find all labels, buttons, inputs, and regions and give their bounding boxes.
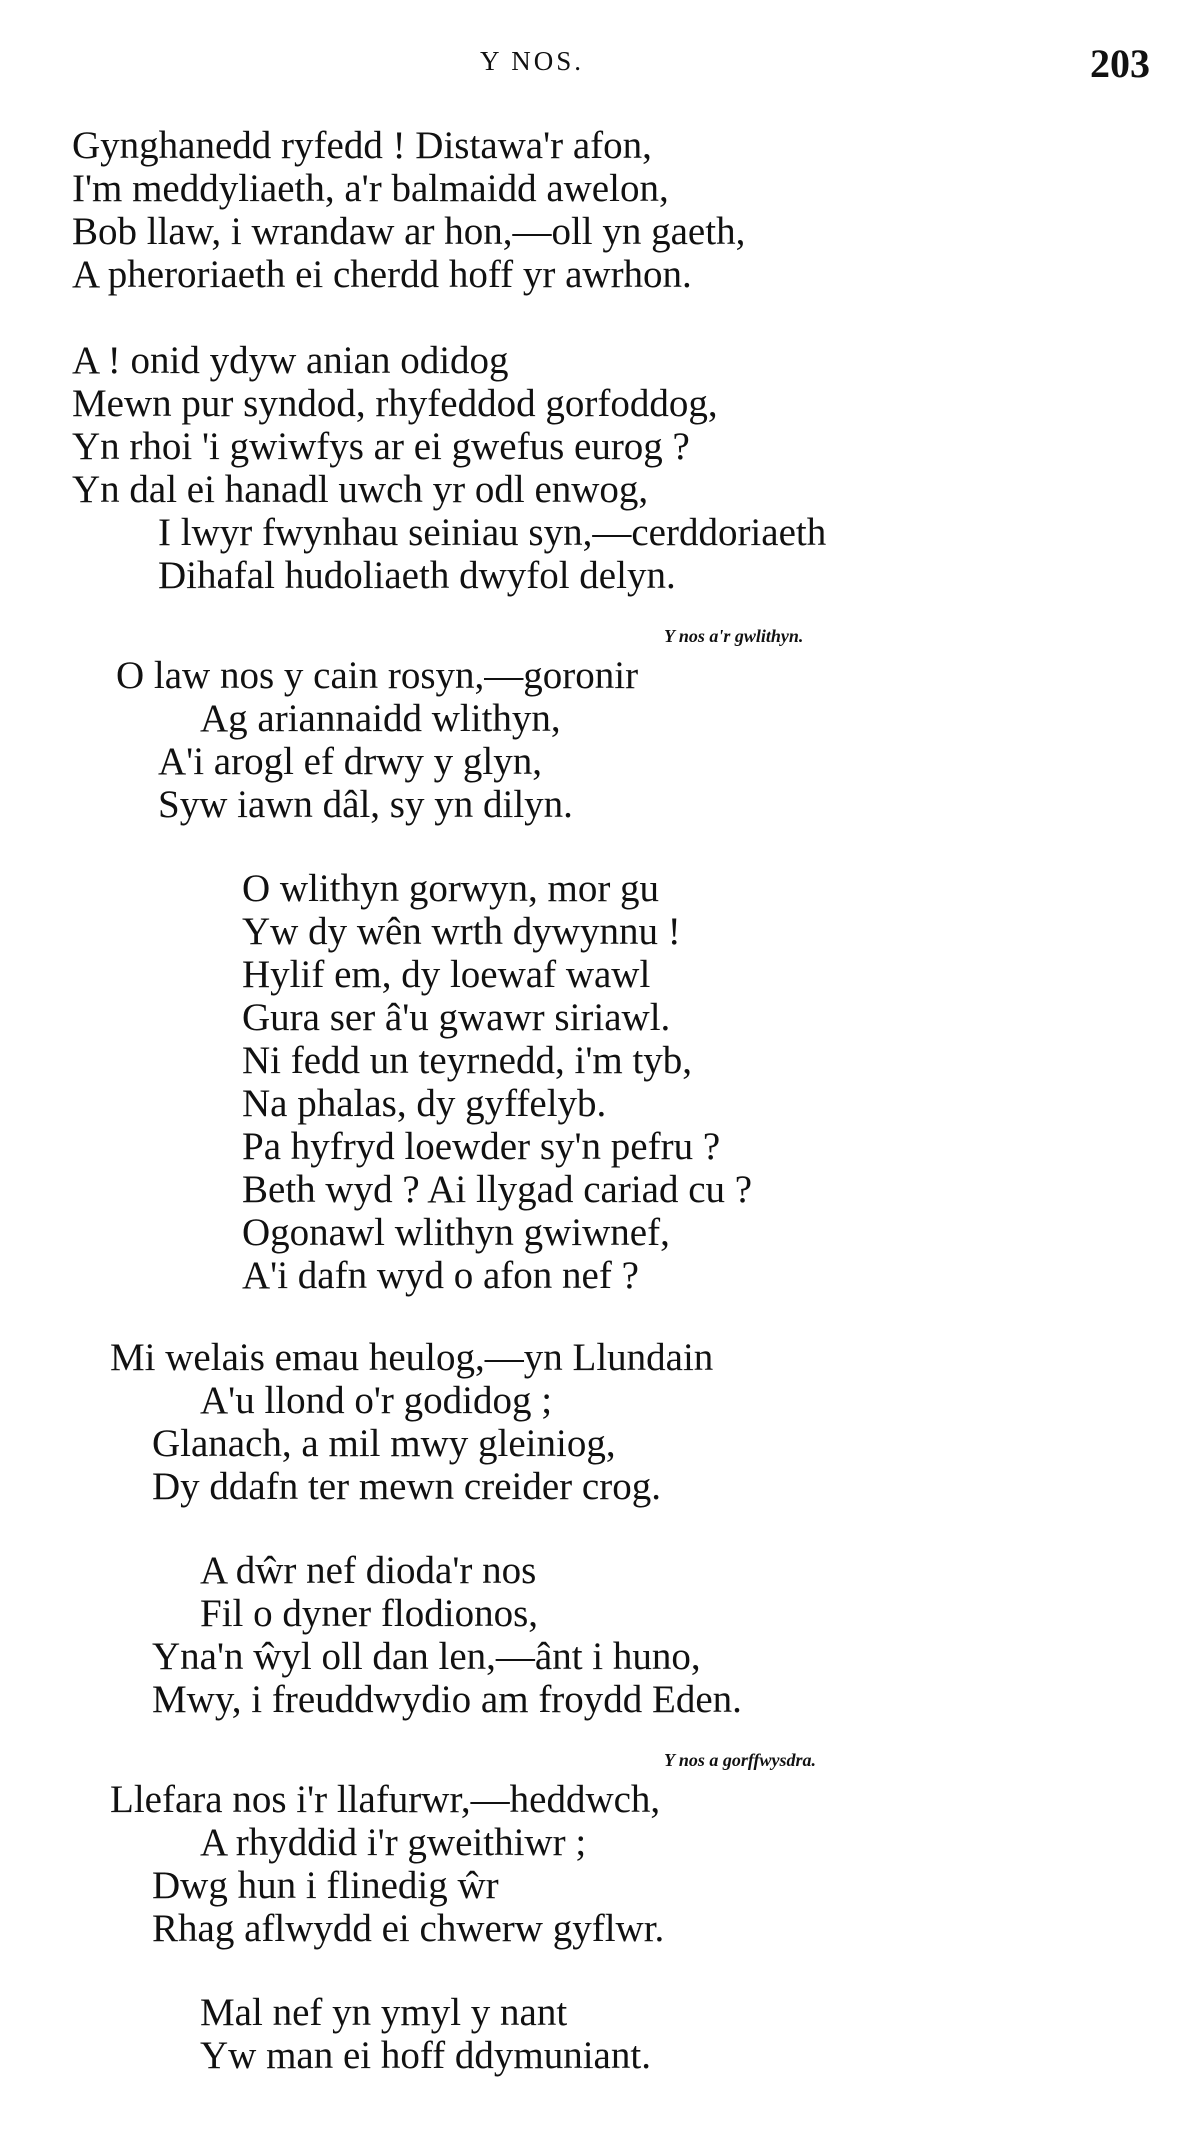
poem-line: Mi welais emau heulog,—yn Llundain (110, 1336, 714, 1379)
poem-line: Dihafal hudoliaeth dwyfol delyn. (158, 554, 676, 597)
poem-line: Yna'n ŵyl oll dan len,—ânt i huno, (152, 1635, 701, 1678)
poem-line: Llefara nos i'r llafurwr,—heddwch, (110, 1778, 661, 1821)
poem-line: A ! onid ydyw anian odidog (72, 339, 509, 382)
poem-line: Glanach, a mil mwy gleiniog, (152, 1422, 616, 1465)
poem-line: O wlithyn gorwyn, mor gu (242, 867, 660, 910)
poem-line: A'i dafn wyd o afon nef ? (242, 1254, 639, 1297)
poem-line: Na phalas, dy gyffelyb. (242, 1082, 607, 1125)
poem-line: I'm meddyliaeth, a'r balmaidd awelon, (72, 167, 669, 210)
poem-line: A dŵr nef dioda'r nos (200, 1549, 537, 1592)
poem-line: Dy ddafn ter mewn creider crog. (152, 1465, 661, 1508)
margin-note: Y nos a gorffwysdra. (664, 1750, 817, 1770)
running-head: Y NOS. (480, 46, 585, 76)
poem-line: Beth wyd ? Ai llygad cariad cu ? (242, 1168, 753, 1211)
poem-line: Mal nef yn ymyl y nant (200, 1991, 568, 2034)
poem-line: A rhyddid i'r gweithiwr ; (200, 1821, 587, 1864)
poem-line: Pa hyfryd loewder sy'n pefru ? (242, 1125, 721, 1168)
poem-line: Fil o dyner flodionos, (200, 1592, 538, 1635)
poem-line: Yn rhoi 'i gwiwfys ar ei gwefus eurog ? (72, 425, 690, 468)
margin-note: Y nos a'r gwlithyn. (664, 626, 804, 646)
poem-line: Hylif em, dy loewaf wawl (242, 953, 651, 996)
poem-line: A pheroriaeth ei cherdd hoff yr awrhon. (72, 253, 692, 296)
poem-line: Ag ariannaidd wlithyn, (200, 697, 561, 740)
poem-line: Rhag aflwydd ei chwerw gyflwr. (152, 1907, 665, 1950)
poem-line: Syw iawn dâl, sy yn dilyn. (158, 783, 573, 826)
poem-line: Ni fedd un teyrnedd, i'm tyb, (242, 1039, 693, 1082)
poem-line: I lwyr fwynhau seiniau syn,—cerddoriaeth (158, 511, 827, 554)
poem-line: O law nos y cain rosyn,—goronir (116, 654, 639, 697)
poem-line: Gura ser â'u gwawr siriawl. (242, 996, 671, 1039)
poem-line: Bob llaw, i wrandaw ar hon,—oll yn gaeth, (72, 210, 746, 253)
poem-line: Yw man ei hoff ddymuniant. (200, 2034, 651, 2077)
page-number: 203 (1090, 41, 1150, 86)
poem-line: Dwg hun i flinedig ŵr (152, 1864, 499, 1907)
poem-line: Yw dy wên wrth dywynnu ! (242, 910, 681, 953)
poem-line: Mwy, i freuddwydio am froydd Eden. (152, 1678, 742, 1721)
poem-line: Gynghanedd ryfedd ! Distawa'r afon, (72, 124, 652, 167)
poem-line: Mewn pur syndod, rhyfeddod gorfoddog, (72, 382, 718, 425)
poem-line: Yn dal ei hanadl uwch yr odl enwog, (72, 468, 649, 511)
poem-line: Ogonawl wlithyn gwiwnef, (242, 1211, 670, 1254)
poem-line: A'u llond o'r godidog ; (200, 1379, 553, 1422)
poem-line: A'i arogl ef drwy y glyn, (158, 740, 542, 783)
